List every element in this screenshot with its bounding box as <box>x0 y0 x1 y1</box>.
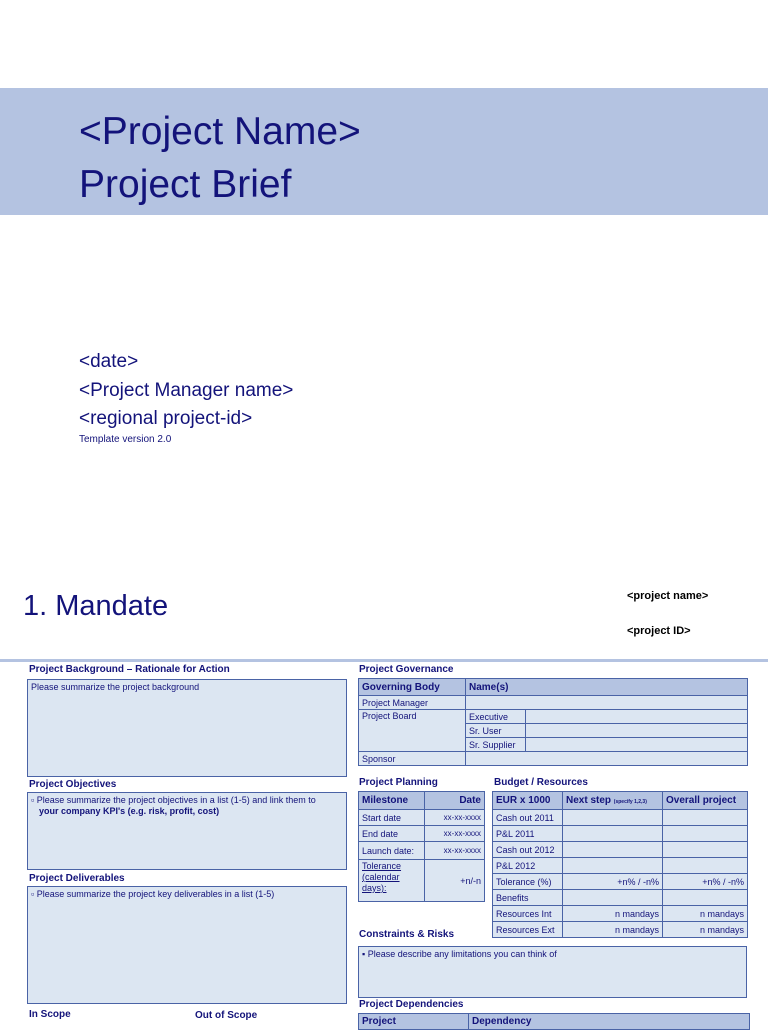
overall-header: Overall project <box>663 792 748 810</box>
background-box[interactable] <box>27 679 347 777</box>
budget-next-cell[interactable]: n mandays <box>563 922 663 938</box>
budget-title: Budget / Resources <box>494 777 588 788</box>
next-step-note: (specify 1,2,3) <box>613 799 647 805</box>
budget-next-cell[interactable] <box>563 858 663 874</box>
budget-overall-cell[interactable] <box>663 842 748 858</box>
milestone-date-cell[interactable]: xx-xx-xxxx <box>425 810 485 826</box>
names-header: Name(s) <box>466 679 748 696</box>
planning-title: Project Planning <box>359 777 438 788</box>
objectives-line: ▫ Please summarize the project objectives in a list (1-5) and link them to <box>31 795 316 805</box>
budget-label-cell: Tolerance (%) <box>493 874 563 890</box>
budget-label-cell: Benefits <box>493 890 563 906</box>
planning-table <box>358 791 485 902</box>
budget-overall-cell[interactable] <box>663 826 748 842</box>
budget-label-cell: P&L 2011 <box>493 826 563 842</box>
budget-overall-cell[interactable] <box>663 890 748 906</box>
objectives-subline: your company KPI's (e.g. risk, profit, cost) <box>39 806 220 816</box>
project-id-tag: <project ID> <box>627 625 691 637</box>
eur-header: EUR x 1000 <box>493 792 563 810</box>
dependency-project-header: Project <box>359 1014 469 1030</box>
budget-overall-cell[interactable]: n mandays <box>663 922 748 938</box>
gov-name-cell[interactable] <box>466 752 748 766</box>
project-name-title: <Project Name> <box>79 110 361 153</box>
milestone-date-cell[interactable]: xx-xx-xxxx <box>425 842 485 860</box>
tolerance-value[interactable]: +n/-n <box>425 860 485 902</box>
deliverables-box[interactable] <box>27 886 347 1004</box>
gov-name-cell[interactable] <box>526 710 748 724</box>
objectives-text <box>28 793 346 819</box>
objectives-title: Project Objectives <box>29 779 117 790</box>
constraints-title: Constraints & Risks <box>359 929 455 940</box>
gov-role-cell: Executive <box>466 710 526 724</box>
deliverables-title: Project Deliverables <box>29 873 125 884</box>
budget-next-cell[interactable] <box>563 842 663 858</box>
dependencies-title: Project Dependencies <box>359 999 464 1010</box>
tolerance-label: Tolerance (calendar days): <box>359 860 425 902</box>
section-divider <box>0 659 768 662</box>
dependencies-table <box>358 1013 750 1030</box>
project-id-placeholder: <regional project-id> <box>79 408 253 429</box>
budget-next-cell[interactable]: n mandays <box>563 906 663 922</box>
date-header: Date <box>425 792 485 810</box>
gov-name-cell[interactable] <box>466 696 748 710</box>
gov-role-cell: Sr. Supplier <box>466 738 526 752</box>
background-title: Project Background – Rationale for Action <box>29 664 230 675</box>
objectives-box[interactable] <box>27 792 347 870</box>
governance-table <box>358 678 748 766</box>
gov-body-cell: Project Board <box>359 710 466 752</box>
budget-overall-cell[interactable]: +n% / -n% <box>663 874 748 890</box>
in-scope-title: In Scope <box>29 1009 71 1020</box>
milestone-header: Milestone <box>359 792 425 810</box>
budget-label-cell: Resources Int <box>493 906 563 922</box>
budget-next-cell[interactable] <box>563 890 663 906</box>
budget-overall-cell[interactable] <box>663 810 748 826</box>
constraints-text: ▪ Please describe any limitations you can think of <box>362 949 557 959</box>
deliverables-text: ▫ Please summarize the project key deliverables in a list (1-5) <box>31 889 275 899</box>
milestone-cell: Launch date: <box>359 842 425 860</box>
gov-name-cell[interactable] <box>526 724 748 738</box>
milestone-date-cell[interactable]: xx-xx-xxxx <box>425 826 485 842</box>
budget-label-cell: Resources Ext <box>493 922 563 938</box>
budget-label-cell: P&L 2012 <box>493 858 563 874</box>
milestone-cell: Start date <box>359 810 425 826</box>
out-of-scope-title: Out of Scope <box>195 1010 258 1021</box>
gov-role-cell: Sr. User <box>466 724 526 738</box>
budget-next-cell[interactable] <box>563 826 663 842</box>
gov-body-cell: Project Manager <box>359 696 466 710</box>
gov-name-cell[interactable] <box>526 738 748 752</box>
governance-title: Project Governance <box>359 664 454 675</box>
budget-next-cell[interactable] <box>563 810 663 826</box>
budget-label-cell: Cash out 2012 <box>493 842 563 858</box>
template-version: Template version 2.0 <box>79 434 172 445</box>
mandate-heading: 1. Mandate <box>23 590 169 622</box>
next-step-header <box>563 792 663 810</box>
budget-table <box>492 791 748 938</box>
project-brief-title: Project Brief <box>79 163 292 206</box>
budget-label-cell: Cash out 2011 <box>493 810 563 826</box>
budget-overall-cell[interactable] <box>663 858 748 874</box>
budget-overall-cell[interactable]: n mandays <box>663 906 748 922</box>
next-step-label: Next step <box>566 795 612 806</box>
milestone-cell: End date <box>359 826 425 842</box>
gov-body-cell: Sponsor <box>359 752 466 766</box>
dependency-header: Dependency <box>469 1014 750 1030</box>
budget-next-cell[interactable]: +n% / -n% <box>563 874 663 890</box>
project-manager-placeholder: <Project Manager name> <box>79 380 294 401</box>
project-name-tag: <project name> <box>627 590 709 602</box>
governing-body-header: Governing Body <box>359 679 466 696</box>
background-text: Please summarize the project background <box>31 682 200 692</box>
constraints-box[interactable] <box>358 946 747 998</box>
date-placeholder: <date> <box>79 351 139 372</box>
